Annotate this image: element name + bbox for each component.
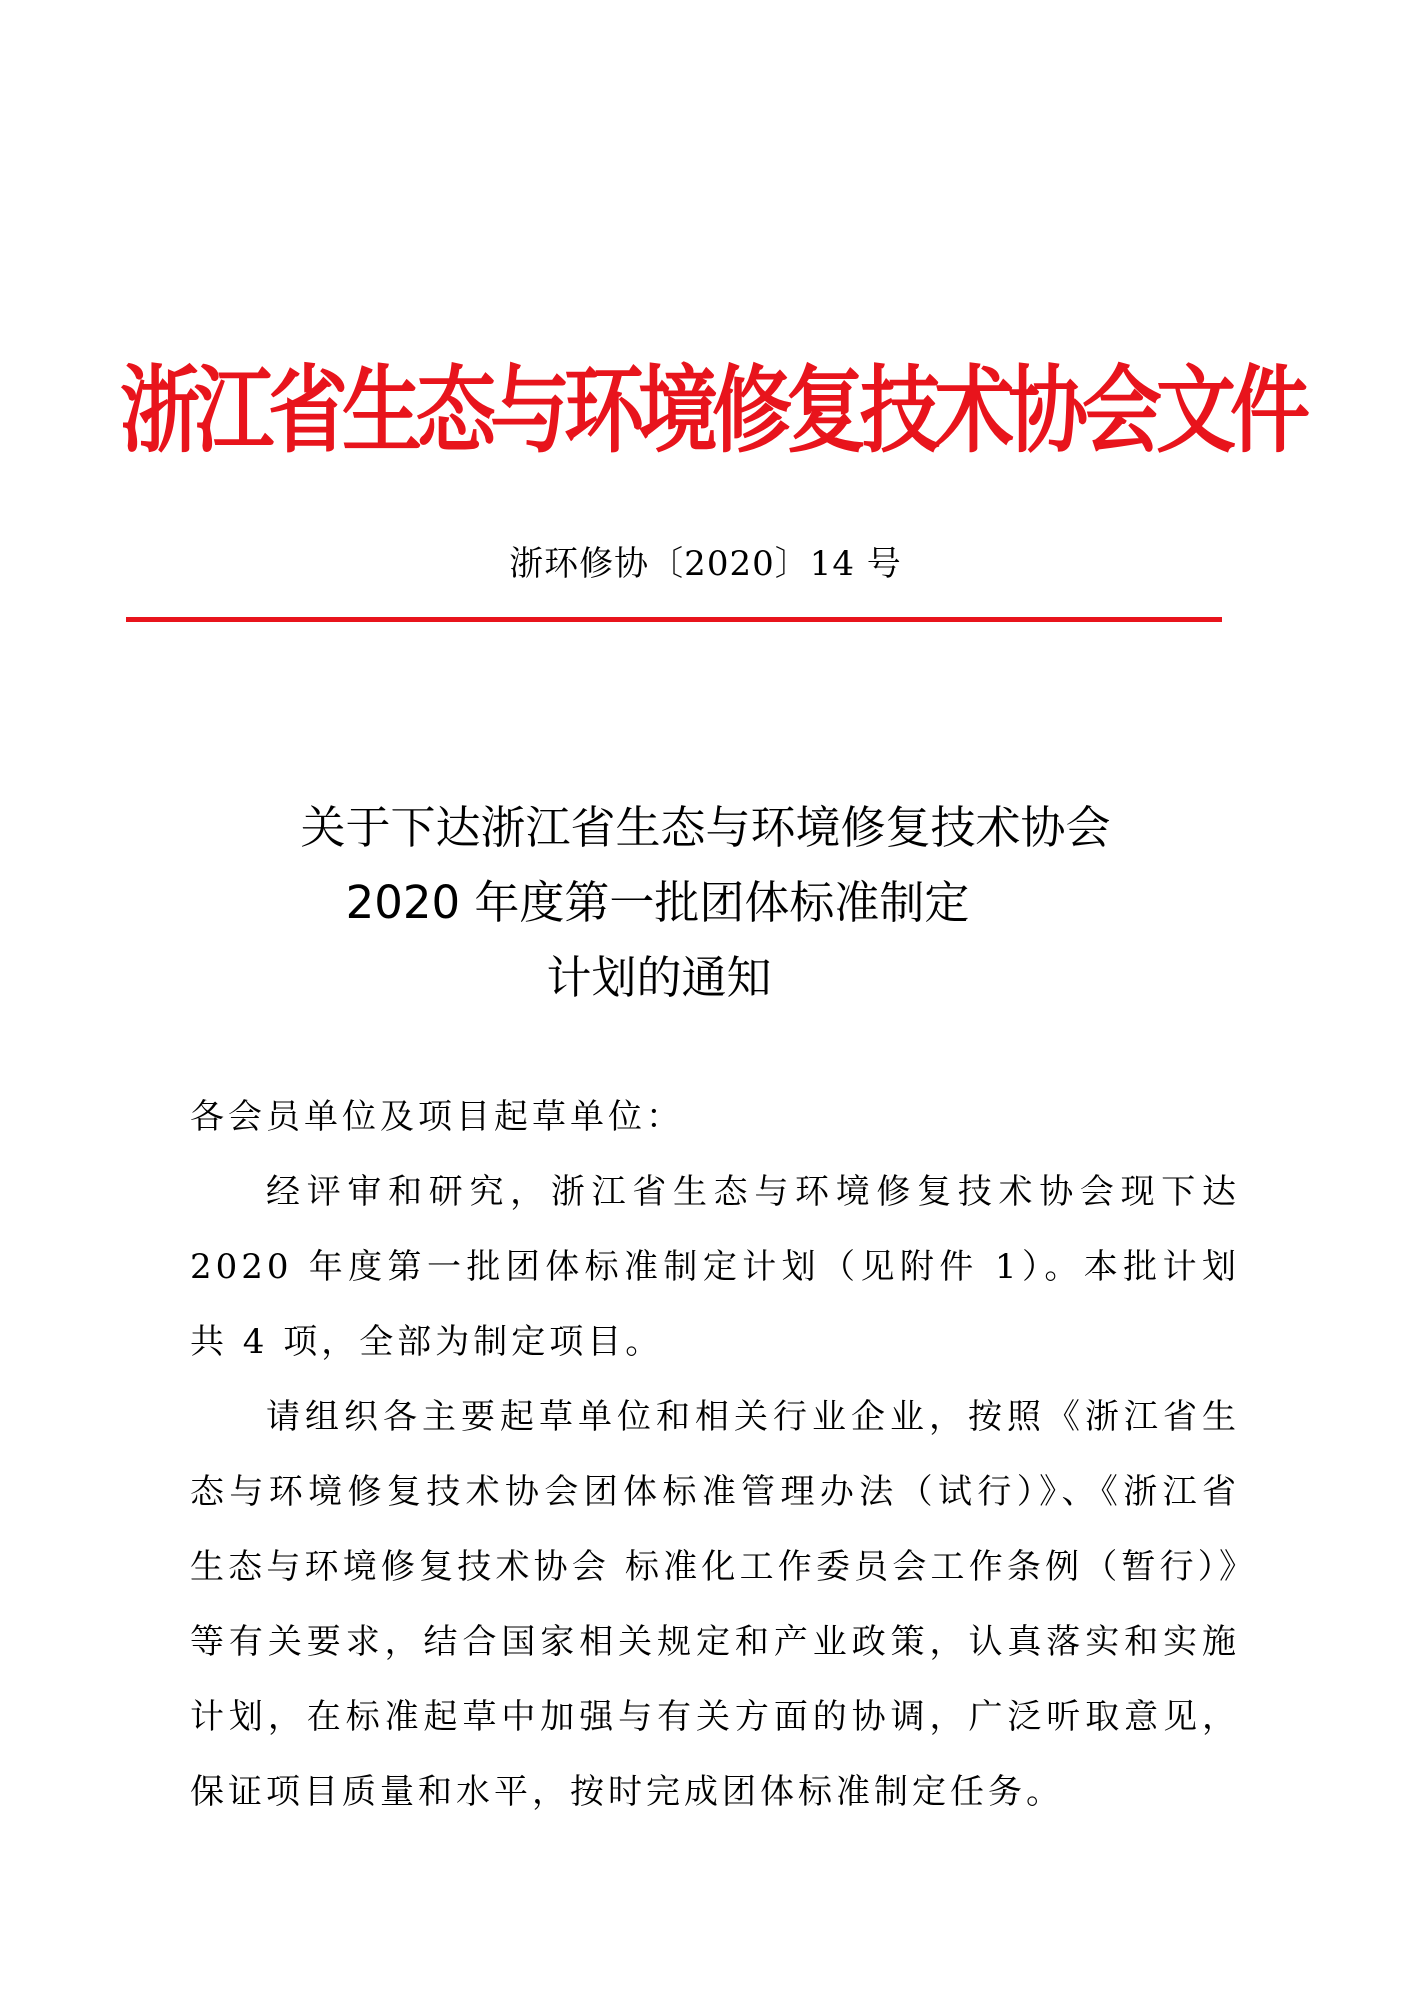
title-line-1: 关于下达浙江省生态与环境修复技术协会 — [300, 801, 1111, 854]
notice-title — [0, 790, 1411, 1015]
masthead-title: 浙江省生态与环境修复技术协会文件 — [120, 355, 1304, 466]
red-separator-rule — [126, 617, 1222, 622]
document-number: 浙环修协〔2020〕14 号 — [509, 544, 902, 584]
notice-body — [190, 1080, 1240, 1830]
salutation: 各会员单位及项目起草单位： — [190, 1097, 684, 1137]
body-paragraph-1: 经评审和研究，浙江省生态与环境修复技术协会现下达 2020 年度第一批团体标准制定计划（见附件 1）。本批计划共 4 项，全部为制定项目。 — [190, 1172, 1240, 1362]
title-line-2: 2020 年度第一批团体标准制定 — [345, 876, 970, 929]
body-paragraph-2: 请组织各主要起草单位和相关行业企业，按照《浙江省生态与环境修复技术协会团体标准管理办法（试行）》、《浙江省生态与环境修复技术协会 标准化工作委员会工作条例（暂行）》等有关要求，结合国家相关规定和产业政策，认真落实和实施计划，在标准起草中加强与有关方面的协调，广泛听取意见，保证项目质量和水平，按时完成团体标准制定任务。 — [190, 1397, 1240, 1812]
title-line-3: 计划的通知 — [546, 951, 772, 1004]
